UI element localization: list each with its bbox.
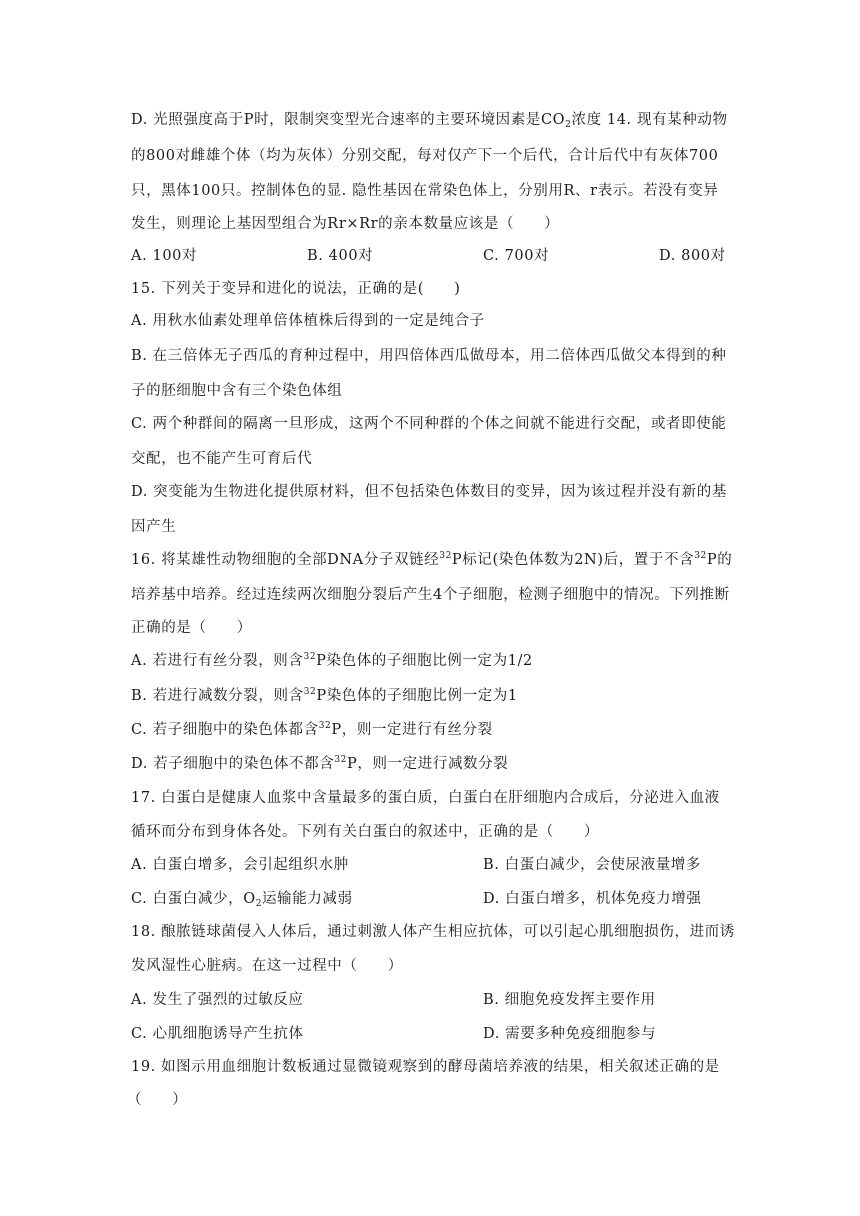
q14-line-3: 只，黑体100只。控制体色的显. 隐性基因在常染色体上，分别用R、r表示。若没有变异 bbox=[131, 183, 719, 199]
q16-text: A. 若进行有丝分裂，则含 bbox=[131, 653, 304, 669]
q16-text: D. 若子细胞中的染色体不都含 bbox=[131, 756, 335, 772]
q16-option-b bbox=[131, 686, 518, 706]
q15-option-b-line-1: B. 在三倍体无子西瓜的育种过程中，用四倍体西瓜做母本，用二倍体西瓜做父本得到的种 bbox=[131, 348, 727, 364]
q14-option-a: A. 100对 bbox=[131, 248, 198, 264]
q18-option-d: D. 需要多种免疫细胞参与 bbox=[483, 1026, 657, 1042]
q17-option-b: B. 白蛋白减少，会使尿液量增多 bbox=[483, 857, 701, 873]
q14-line-4: 发生，则理论上基因型组合为Rr×Rr的亲本数量应该是（ ） bbox=[131, 216, 560, 232]
p32-superscript: 32 bbox=[303, 652, 317, 662]
q14-option-b: B. 400对 bbox=[307, 248, 374, 264]
q16-text: P标记(染色体数为2N)后，置于不含 bbox=[451, 552, 695, 568]
q16-text: P，则一定进行有丝分裂 bbox=[331, 722, 493, 738]
co2-subscript: 2 bbox=[565, 120, 572, 130]
q15-option-d-line-1: D. 突变能为生物进化提供原材料，但不包括染色体数目的变异，因为该过程并没有新的基 bbox=[131, 484, 727, 500]
q17-option-c bbox=[131, 889, 353, 909]
p32-superscript: 32 bbox=[303, 687, 317, 697]
q16-text: P染色体的子细胞比例一定为1/2 bbox=[316, 653, 533, 669]
q18-stem-line-1: 18. 酿脓链球菌侵入人体后，通过刺激人体产生相应抗体，可以引起心肌细胞损伤，进而诱 bbox=[131, 924, 735, 940]
q19-stem-line-2: （ ） bbox=[127, 1092, 188, 1108]
q16-option-c bbox=[131, 720, 493, 740]
q17-text: 运输能力减弱 bbox=[262, 891, 353, 907]
q16-option-a bbox=[131, 651, 533, 671]
q18-option-b: B. 细胞免疫发挥主要作用 bbox=[483, 992, 656, 1008]
q18-option-c: C. 心肌细胞诱导产生抗体 bbox=[131, 1026, 304, 1042]
p32-superscript: 32 bbox=[694, 551, 707, 561]
q15-option-c-line-1: C. 两个种群间的隔离一旦形成，这两个不同种群的个体之间就不能进行交配，或者即使能 bbox=[131, 416, 727, 432]
q15-option-b-line-2: 子的胚细胞中含有三个染色体组 bbox=[131, 383, 343, 399]
q15-stem: 15. 下列关于变异和进化的说法，正确的是( ) bbox=[131, 281, 461, 297]
q19-stem-line-1: 19. 如图示用血细胞计数板通过显微镜观察到的酵母菌培养液的结果，相关叙述正确的是 bbox=[131, 1059, 720, 1075]
q16-stem-line-1 bbox=[131, 550, 732, 570]
q16-text: B. 若进行减数分裂，则含 bbox=[131, 688, 304, 704]
q14-line-1 bbox=[131, 110, 728, 130]
q17-option-d: D. 白蛋白增多，机体免疫力增强 bbox=[483, 891, 702, 907]
q15-option-a: A. 用秋水仙素处理单倍体植株后得到的一定是纯合子 bbox=[131, 313, 485, 329]
q16-text: P染色体的子细胞比例一定为1 bbox=[316, 688, 518, 704]
q17-stem-line-2: 循环而分布到身体各处。下列有关白蛋白的叙述中，正确的是（ ） bbox=[131, 824, 600, 840]
p32-superscript: 32 bbox=[439, 551, 452, 561]
q16-text: C. 若子细胞中的染色体都含 bbox=[131, 722, 319, 738]
q16-text: 16. 将某雄性动物细胞的全部DNA分子双链经 bbox=[131, 552, 440, 568]
p32-superscript: 32 bbox=[318, 721, 332, 731]
q17-option-a: A. 白蛋白增多，会引起组织水肿 bbox=[131, 857, 349, 873]
q16-stem-line-2: 培养基中培养。经过连续两次细胞分裂后产生4个子细胞，检测子细胞中的情况。下列推断 bbox=[131, 587, 730, 603]
q14-line-2: 的800对雌雄个体（均为灰体）分别交配，每对仅产下一个后代，合计后代中有灰体700 bbox=[131, 148, 719, 164]
q15-option-d-line-2: 因产生 bbox=[131, 519, 177, 535]
q16-text: P，则一定进行减数分裂 bbox=[346, 756, 509, 772]
q14-option-c: C. 700对 bbox=[483, 248, 550, 264]
q17-text: C. 白蛋白减少，O bbox=[131, 891, 256, 907]
q14-text: 浓度 14. 现有某种动物 bbox=[571, 112, 728, 128]
q18-stem-line-2: 发风湿性心脏病。在这一过程中（ ） bbox=[131, 958, 403, 974]
q16-option-d bbox=[131, 754, 508, 774]
q15-option-c-line-2: 交配，也不能产生可育后代 bbox=[131, 451, 313, 467]
q18-option-a: A. 发生了强烈的过敏反应 bbox=[131, 992, 304, 1008]
q17-stem-line-1: 17. 白蛋白是健康人血浆中含量最多的蛋白质，白蛋白在肝细胞内合成后，分泌进入血液 bbox=[131, 790, 720, 806]
p32-superscript: 32 bbox=[334, 755, 347, 765]
q16-text: P的 bbox=[706, 552, 733, 568]
q14-option-d: D. 800对 bbox=[659, 248, 726, 264]
q14-text: D. 光照强度高于P时，限制突变型光合速率的主要环境因素是CO bbox=[131, 112, 566, 128]
o2-subscript: 2 bbox=[255, 899, 263, 909]
q16-stem-line-3: 正确的是（ ） bbox=[131, 620, 252, 636]
